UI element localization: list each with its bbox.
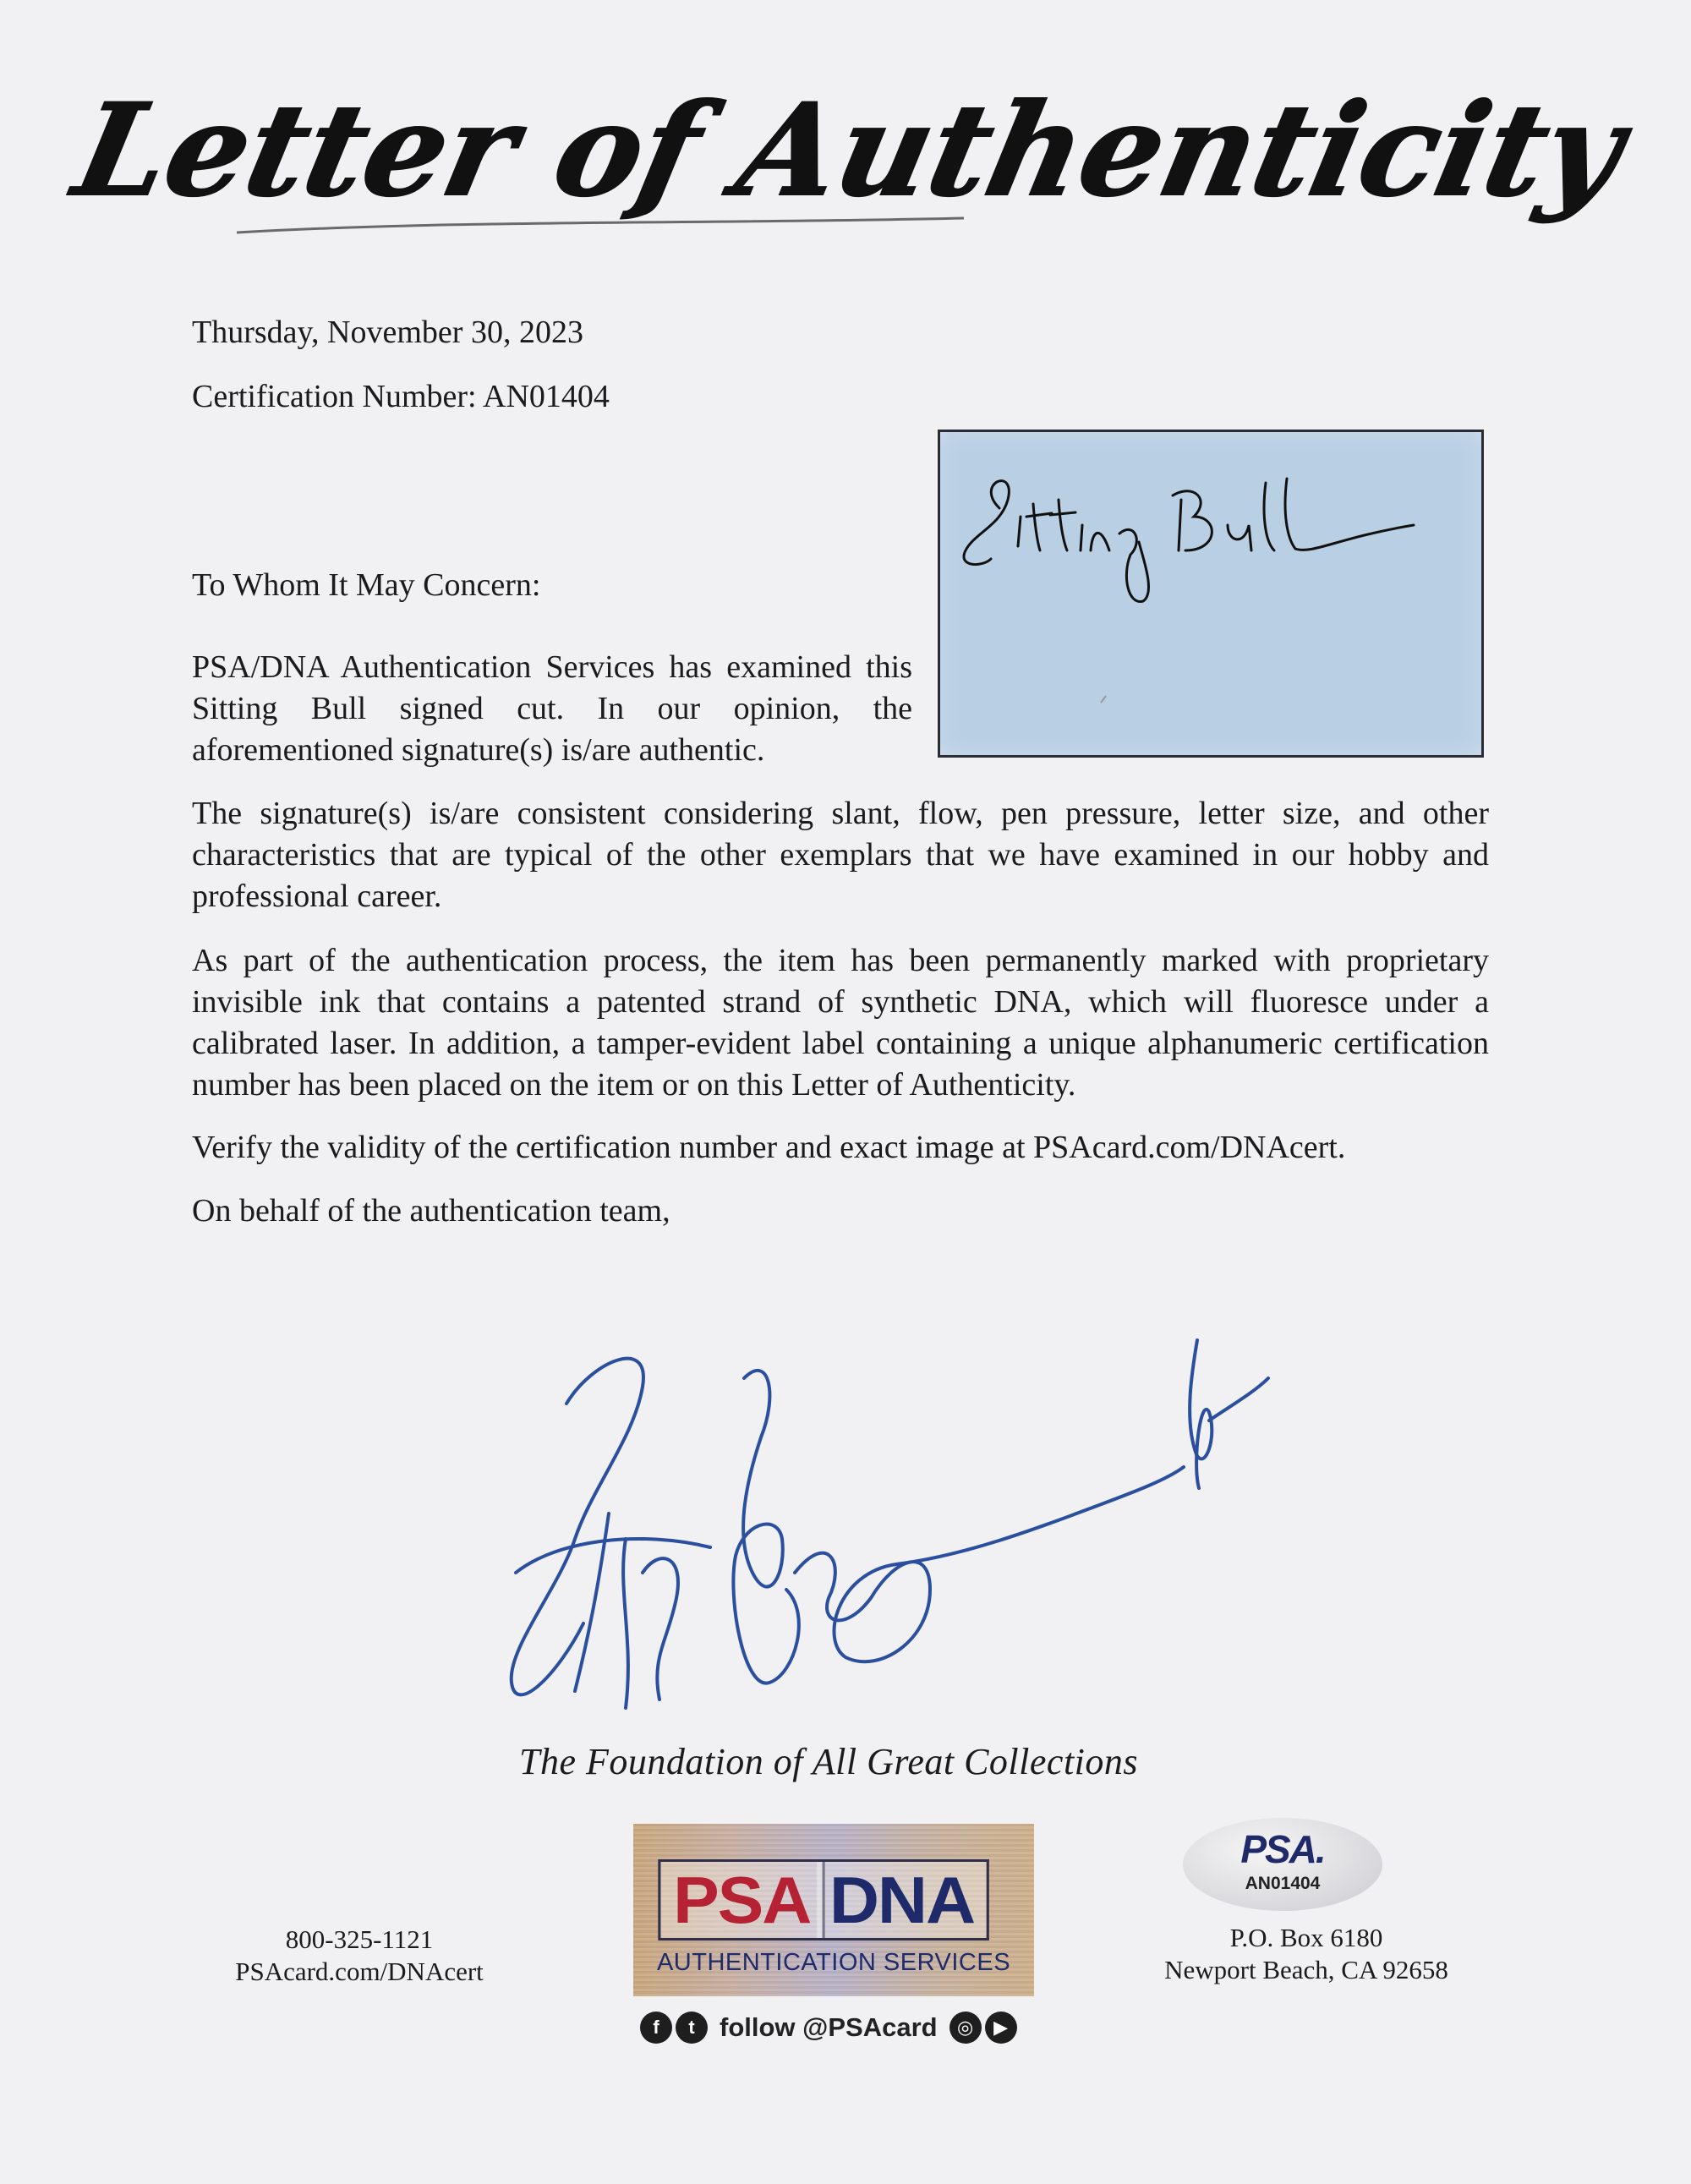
paragraph-examination: PSA/DNA Authentication Services has examined this Sitting Bull signed cut. In our opinion, the aforementioned signature(s) is/are authentic. — [192, 649, 912, 768]
contact-block-right — [1116, 1922, 1497, 1986]
website-link[interactable]: PSAcard.com/DNAcert — [235, 1957, 484, 1986]
logo-subtitle: AUTHENTICATION SERVICES — [656, 1949, 1011, 1976]
cert-number: AN01404 — [483, 379, 610, 414]
address-line-2: Newport Beach, CA 92658 — [1164, 1955, 1448, 1984]
follow-text: follow @PSAcard — [720, 2012, 938, 2042]
page-title: Letter of Authenticity — [63, 75, 1636, 225]
sticker-cert-number: AN01404 — [1245, 1874, 1321, 1893]
psa-logo-text: PSA — [658, 1859, 825, 1940]
paragraph-dna-process: As part of the authentication process, the item has been permanently marked with proprietary invisible ink that contains a patented strand of synthetic DNA, which will fluoresce under a calibrated laser. In addition, a tamper-evident label containing a unique alphanumeric certification number has been placed on the item or on this Letter of Authenticity. — [192, 943, 1489, 1103]
sitting-bull-signature — [940, 432, 1481, 755]
signed-cut-image — [938, 430, 1484, 758]
authenticator-signature — [490, 1319, 1268, 1742]
certification-line — [192, 377, 610, 416]
social-follow-row — [640, 2009, 1021, 2046]
paragraph-verify: Verify the validity of the certification number and exact image at PSAcard.com/DNAcert. — [192, 1130, 1346, 1165]
tagline — [0, 1740, 1691, 1783]
dna-logo-text: DNA — [818, 1859, 990, 1940]
contact-block-left — [186, 1924, 533, 1988]
address-line-1: P.O. Box 6180 — [1229, 1923, 1383, 1952]
instagram-icon[interactable]: ◎ — [949, 2012, 982, 2044]
twitter-icon[interactable]: t — [676, 2012, 708, 2044]
tagline-text: The Foundation of All Great Collections — [518, 1741, 1139, 1782]
facebook-icon[interactable]: f — [640, 2012, 672, 2044]
salutation: To Whom It May Concern: — [192, 567, 541, 603]
letter-date: Thursday, November 30, 2023 — [192, 315, 583, 350]
youtube-icon[interactable]: ▶ — [985, 2012, 1017, 2044]
psa-cert-sticker — [1183, 1818, 1382, 1911]
paragraph-consistency: The signature(s) is/are consistent considering slant, flow, pen pressure, letter size, and other characteristics that are typical of the other exemplars that we have examined in our hobby and professional career. — [192, 796, 1489, 914]
phone-number: 800-325-1121 — [285, 1924, 434, 1954]
sticker-brand: PSA. — [1240, 1827, 1325, 1871]
psa-dna-logo — [633, 1824, 1034, 1996]
closing-line: On behalf of the authentication team, — [192, 1193, 670, 1229]
cert-label: Certification Number: — [192, 379, 477, 414]
title-calligraphy — [63, 51, 1636, 262]
